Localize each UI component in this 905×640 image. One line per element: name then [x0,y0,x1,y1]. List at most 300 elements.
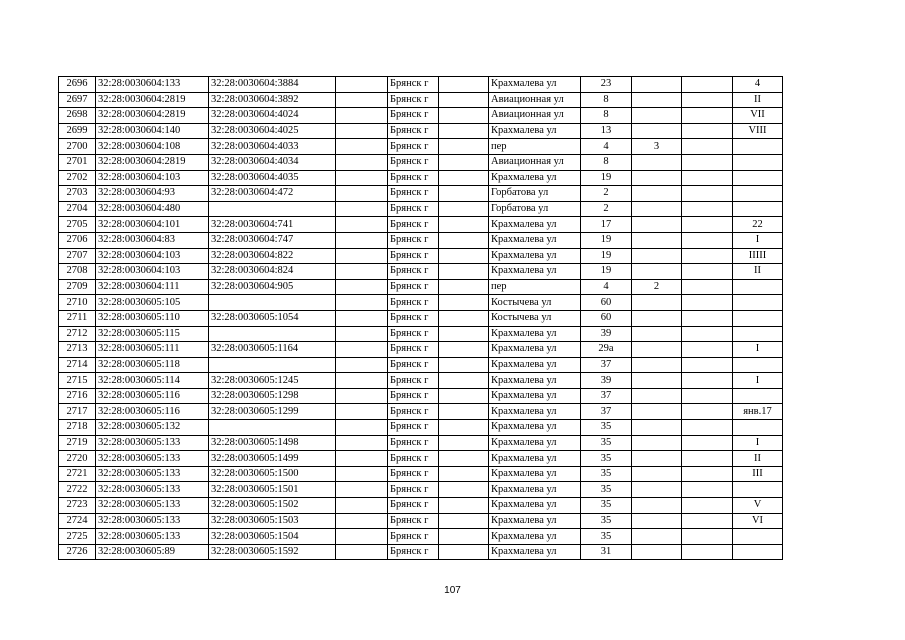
cell-street: Крахмалева ул [489,388,581,404]
cell-row-number: 2725 [59,529,96,545]
cell-street: Крахмалева ул [489,170,581,186]
cell-building-number [632,201,682,217]
cell-row-number: 2699 [59,123,96,139]
cell-apartment: I [733,342,783,358]
cell-house-number: 19 [581,232,632,248]
cell-object-cadastral-number: 32:28:0030604:905 [209,279,336,295]
cell-empty-col-2 [439,232,489,248]
cell-row-number: 2711 [59,310,96,326]
cell-city: Брянск г [388,544,439,560]
cell-apartment [733,420,783,436]
cell-empty-col-3 [682,123,733,139]
cell-apartment [733,544,783,560]
cell-empty-col [336,108,388,124]
cell-cadastral-number: 32:28:0030605:133 [96,513,209,529]
cell-street: Крахмалева ул [489,357,581,373]
cell-house-number: 2 [581,201,632,217]
cell-house-number: 8 [581,92,632,108]
cell-apartment [733,186,783,202]
cell-apartment [733,357,783,373]
cell-building-number [632,388,682,404]
cell-house-number: 4 [581,139,632,155]
cell-empty-col-3 [682,451,733,467]
cell-empty-col [336,388,388,404]
cell-house-number: 35 [581,498,632,514]
cell-house-number: 35 [581,420,632,436]
cell-empty-col [336,217,388,233]
cell-empty-col [336,544,388,560]
cell-object-cadastral-number: 32:28:0030604:4025 [209,123,336,139]
cell-street: Крахмалева ул [489,342,581,358]
cell-empty-col-3 [682,529,733,545]
cell-city: Брянск г [388,279,439,295]
cell-empty-col-3 [682,435,733,451]
cell-house-number: 19 [581,248,632,264]
cell-empty-col-3 [682,482,733,498]
cell-apartment: I [733,232,783,248]
cell-row-number: 2714 [59,357,96,373]
table-row [59,186,783,202]
cell-empty-col-2 [439,279,489,295]
cell-street: Крахмалева ул [489,482,581,498]
cell-building-number [632,404,682,420]
cell-object-cadastral-number: 32:28:0030604:4033 [209,139,336,155]
table-row [59,279,783,295]
table-row [59,357,783,373]
cell-empty-col-3 [682,264,733,280]
cell-empty-col [336,466,388,482]
table-row [59,498,783,514]
cell-empty-col-2 [439,77,489,93]
table-row [59,139,783,155]
cell-empty-col-2 [439,108,489,124]
cell-street: Крахмалева ул [489,77,581,93]
cell-empty-col-2 [439,186,489,202]
cell-house-number: 17 [581,217,632,233]
cell-row-number: 2700 [59,139,96,155]
cell-building-number [632,451,682,467]
cell-city: Брянск г [388,92,439,108]
cell-house-number: 39 [581,326,632,342]
cell-empty-col-2 [439,310,489,326]
cell-street: Горбатова ул [489,201,581,217]
cell-empty-col [336,404,388,420]
table-row [59,248,783,264]
cell-city: Брянск г [388,232,439,248]
cell-object-cadastral-number: 32:28:0030605:1504 [209,529,336,545]
cell-row-number: 2723 [59,498,96,514]
cell-street: Крахмалева ул [489,404,581,420]
cell-apartment: VIII [733,123,783,139]
cell-street: Крахмалева ул [489,264,581,280]
cell-object-cadastral-number: 32:28:0030605:1501 [209,482,336,498]
cell-row-number: 2721 [59,466,96,482]
cell-row-number: 2701 [59,154,96,170]
cell-empty-col-3 [682,420,733,436]
table-row [59,544,783,560]
cell-object-cadastral-number: 32:28:0030604:741 [209,217,336,233]
cell-house-number: 35 [581,435,632,451]
cell-apartment [733,295,783,311]
cell-cadastral-number: 32:28:0030604:103 [96,170,209,186]
table-row [59,264,783,280]
cell-empty-col [336,498,388,514]
cell-city: Брянск г [388,404,439,420]
cell-empty-col-3 [682,201,733,217]
cell-apartment: янв.17 [733,404,783,420]
cell-street: Крахмалева ул [489,232,581,248]
cell-row-number: 2702 [59,170,96,186]
cell-empty-col [336,186,388,202]
cell-cadastral-number: 32:28:0030604:2819 [96,92,209,108]
cell-apartment: I [733,373,783,389]
cell-building-number [632,92,682,108]
cell-empty-col-3 [682,295,733,311]
cell-empty-col [336,201,388,217]
cell-street: Горбатова ул [489,186,581,202]
cell-empty-col-2 [439,154,489,170]
cell-empty-col [336,154,388,170]
cell-empty-col-2 [439,92,489,108]
cell-street: Костычева ул [489,295,581,311]
cell-apartment: II [733,264,783,280]
cell-street: Авиационная ул [489,154,581,170]
cell-object-cadastral-number: 32:28:0030605:1503 [209,513,336,529]
cell-house-number: 8 [581,108,632,124]
cell-city: Брянск г [388,513,439,529]
cell-empty-col-3 [682,310,733,326]
cell-empty-col-2 [439,170,489,186]
cell-empty-col-3 [682,498,733,514]
cell-empty-col [336,92,388,108]
cell-cadastral-number: 32:28:0030604:133 [96,77,209,93]
table-row [59,154,783,170]
cell-apartment [733,201,783,217]
cell-cadastral-number: 32:28:0030604:101 [96,217,209,233]
cell-street: Костычева ул [489,310,581,326]
cell-empty-col [336,435,388,451]
cell-cadastral-number: 32:28:0030605:133 [96,466,209,482]
cell-city: Брянск г [388,170,439,186]
cell-city: Брянск г [388,420,439,436]
table-row [59,92,783,108]
table-row [59,295,783,311]
cell-empty-col-3 [682,77,733,93]
cell-building-number [632,186,682,202]
cell-empty-col [336,279,388,295]
table-row [59,513,783,529]
cell-empty-col-3 [682,342,733,358]
cell-house-number: 37 [581,404,632,420]
table-row [59,310,783,326]
cell-cadastral-number: 32:28:0030605:116 [96,404,209,420]
cell-empty-col-2 [439,373,489,389]
cell-cadastral-number: 32:28:0030604:103 [96,248,209,264]
cell-row-number: 2718 [59,420,96,436]
cell-house-number: 8 [581,154,632,170]
cell-row-number: 2709 [59,279,96,295]
cell-apartment: III [733,466,783,482]
cell-house-number: 37 [581,357,632,373]
cell-street: Авиационная ул [489,92,581,108]
cell-apartment: IIIII [733,248,783,264]
cell-street: Крахмалева ул [489,373,581,389]
cell-empty-col [336,170,388,186]
cell-city: Брянск г [388,435,439,451]
cell-row-number: 2706 [59,232,96,248]
cell-empty-col [336,248,388,264]
table-row [59,482,783,498]
cell-house-number: 13 [581,123,632,139]
cell-building-number: 3 [632,139,682,155]
table-row [59,326,783,342]
cell-empty-col-2 [439,295,489,311]
cell-city: Брянск г [388,451,439,467]
cell-building-number [632,342,682,358]
cell-cadastral-number: 32:28:0030605:115 [96,326,209,342]
cell-object-cadastral-number: 32:28:0030605:1592 [209,544,336,560]
cell-object-cadastral-number [209,357,336,373]
cell-building-number [632,170,682,186]
cell-empty-col [336,310,388,326]
cell-building-number [632,482,682,498]
cell-city: Брянск г [388,326,439,342]
cell-empty-col-2 [439,498,489,514]
cell-object-cadastral-number: 32:28:0030604:3892 [209,92,336,108]
cell-building-number [632,77,682,93]
cell-empty-col-3 [682,326,733,342]
cell-cadastral-number: 32:28:0030604:83 [96,232,209,248]
cell-city: Брянск г [388,201,439,217]
cell-city: Брянск г [388,154,439,170]
cell-apartment: II [733,92,783,108]
cell-house-number: 35 [581,482,632,498]
cell-house-number: 35 [581,466,632,482]
cell-building-number [632,544,682,560]
cell-object-cadastral-number: 32:28:0030605:1054 [209,310,336,326]
cell-building-number [632,420,682,436]
table-row [59,435,783,451]
cell-empty-col-2 [439,420,489,436]
cell-empty-col-2 [439,264,489,280]
cell-house-number: 35 [581,513,632,529]
cell-street: Крахмалева ул [489,498,581,514]
cell-city: Брянск г [388,77,439,93]
cell-empty-col-3 [682,466,733,482]
cell-apartment [733,326,783,342]
cell-street: Крахмалева ул [489,217,581,233]
cell-object-cadastral-number [209,201,336,217]
cell-street: пер [489,279,581,295]
cell-city: Брянск г [388,139,439,155]
cell-empty-col-2 [439,435,489,451]
table-row [59,342,783,358]
cell-city: Брянск г [388,123,439,139]
cell-house-number: 60 [581,310,632,326]
cell-street: Крахмалева ул [489,451,581,467]
cell-cadastral-number: 32:28:0030605:133 [96,482,209,498]
cell-empty-col-2 [439,513,489,529]
cell-empty-col-2 [439,451,489,467]
cell-street: Крахмалева ул [489,529,581,545]
cell-object-cadastral-number [209,326,336,342]
cell-building-number [632,295,682,311]
cell-empty-col-2 [439,217,489,233]
table-row [59,77,783,93]
cell-city: Брянск г [388,388,439,404]
cell-empty-col [336,342,388,358]
cell-empty-col-3 [682,139,733,155]
cell-empty-col-3 [682,544,733,560]
table-row [59,420,783,436]
cell-row-number: 2704 [59,201,96,217]
cell-empty-col-3 [682,404,733,420]
cell-city: Брянск г [388,498,439,514]
table-row [59,108,783,124]
cell-cadastral-number: 32:28:0030604:2819 [96,154,209,170]
cell-cadastral-number: 32:28:0030604:103 [96,264,209,280]
cell-empty-col-3 [682,279,733,295]
cell-object-cadastral-number: 32:28:0030605:1499 [209,451,336,467]
cell-empty-col-2 [439,388,489,404]
cell-empty-col-3 [682,373,733,389]
table-row [59,451,783,467]
cell-empty-col-2 [439,123,489,139]
cell-street: Крахмалева ул [489,420,581,436]
cell-object-cadastral-number: 32:28:0030604:4035 [209,170,336,186]
cell-cadastral-number: 32:28:0030605:133 [96,451,209,467]
cell-building-number [632,310,682,326]
cell-apartment [733,139,783,155]
cell-object-cadastral-number: 32:28:0030605:1500 [209,466,336,482]
cell-object-cadastral-number: 32:28:0030604:747 [209,232,336,248]
table-row [59,123,783,139]
cell-cadastral-number: 32:28:0030605:132 [96,420,209,436]
cell-object-cadastral-number: 32:28:0030604:472 [209,186,336,202]
cell-street: пер [489,139,581,155]
cell-empty-col-2 [439,482,489,498]
cell-street: Крахмалева ул [489,435,581,451]
cell-empty-col-3 [682,248,733,264]
cell-street: Крахмалева ул [489,466,581,482]
cell-city: Брянск г [388,248,439,264]
cell-cadastral-number: 32:28:0030604:111 [96,279,209,295]
cell-building-number [632,217,682,233]
cell-row-number: 2707 [59,248,96,264]
cell-empty-col-2 [439,544,489,560]
cell-empty-col-3 [682,186,733,202]
cell-apartment: V [733,498,783,514]
cell-building-number [632,108,682,124]
cell-empty-col-2 [439,248,489,264]
cell-apartment: II [733,451,783,467]
cell-row-number: 2717 [59,404,96,420]
cell-city: Брянск г [388,342,439,358]
cell-object-cadastral-number: 32:28:0030605:1498 [209,435,336,451]
cell-object-cadastral-number: 32:28:0030605:1298 [209,388,336,404]
cell-empty-col [336,123,388,139]
cell-apartment [733,482,783,498]
cell-building-number [632,154,682,170]
cell-object-cadastral-number: 32:28:0030604:4034 [209,154,336,170]
cell-empty-col [336,326,388,342]
cell-object-cadastral-number: 32:28:0030605:1502 [209,498,336,514]
cell-house-number: 60 [581,295,632,311]
cell-cadastral-number: 32:28:0030605:133 [96,435,209,451]
cell-street: Авиационная ул [489,108,581,124]
cell-apartment: VI [733,513,783,529]
cell-cadastral-number: 32:28:0030605:118 [96,357,209,373]
cell-row-number: 2724 [59,513,96,529]
cell-building-number [632,264,682,280]
table-row [59,170,783,186]
table-row [59,201,783,217]
cell-object-cadastral-number: 32:28:0030605:1164 [209,342,336,358]
cell-building-number [632,357,682,373]
page-number: 107 [444,585,461,596]
cell-apartment: 4 [733,77,783,93]
cell-row-number: 2698 [59,108,96,124]
cell-empty-col-2 [439,357,489,373]
cell-building-number [632,513,682,529]
cell-apartment [733,310,783,326]
cell-cadastral-number: 32:28:0030605:114 [96,373,209,389]
cell-apartment [733,529,783,545]
cell-row-number: 2719 [59,435,96,451]
cell-street: Крахмалева ул [489,123,581,139]
cell-house-number: 39 [581,373,632,389]
cell-building-number [632,123,682,139]
cell-empty-col [336,420,388,436]
cell-apartment [733,388,783,404]
cell-row-number: 2708 [59,264,96,280]
cell-row-number: 2726 [59,544,96,560]
cell-empty-col [336,451,388,467]
cell-row-number: 2696 [59,77,96,93]
cell-city: Брянск г [388,357,439,373]
cell-house-number: 2 [581,186,632,202]
cell-empty-col-3 [682,357,733,373]
cell-city: Брянск г [388,217,439,233]
register-table [58,76,783,560]
cell-cadastral-number: 32:28:0030605:89 [96,544,209,560]
cell-row-number: 2710 [59,295,96,311]
cell-house-number: 35 [581,451,632,467]
cell-empty-col-3 [682,170,733,186]
cell-row-number: 2705 [59,217,96,233]
cell-building-number [632,232,682,248]
cell-empty-col-2 [439,326,489,342]
table-row [59,373,783,389]
cell-empty-col [336,77,388,93]
cell-house-number: 23 [581,77,632,93]
cell-apartment: VII [733,108,783,124]
cell-cadastral-number: 32:28:0030604:93 [96,186,209,202]
cell-empty-col [336,139,388,155]
cell-cadastral-number: 32:28:0030605:111 [96,342,209,358]
cell-row-number: 2703 [59,186,96,202]
cell-building-number [632,373,682,389]
cell-building-number [632,326,682,342]
table-row [59,466,783,482]
cell-building-number [632,529,682,545]
cell-building-number [632,435,682,451]
cell-empty-col [336,232,388,248]
register-table-body [59,77,783,560]
cell-street: Крахмалева ул [489,513,581,529]
cell-street: Крахмалева ул [489,248,581,264]
cell-row-number: 2697 [59,92,96,108]
